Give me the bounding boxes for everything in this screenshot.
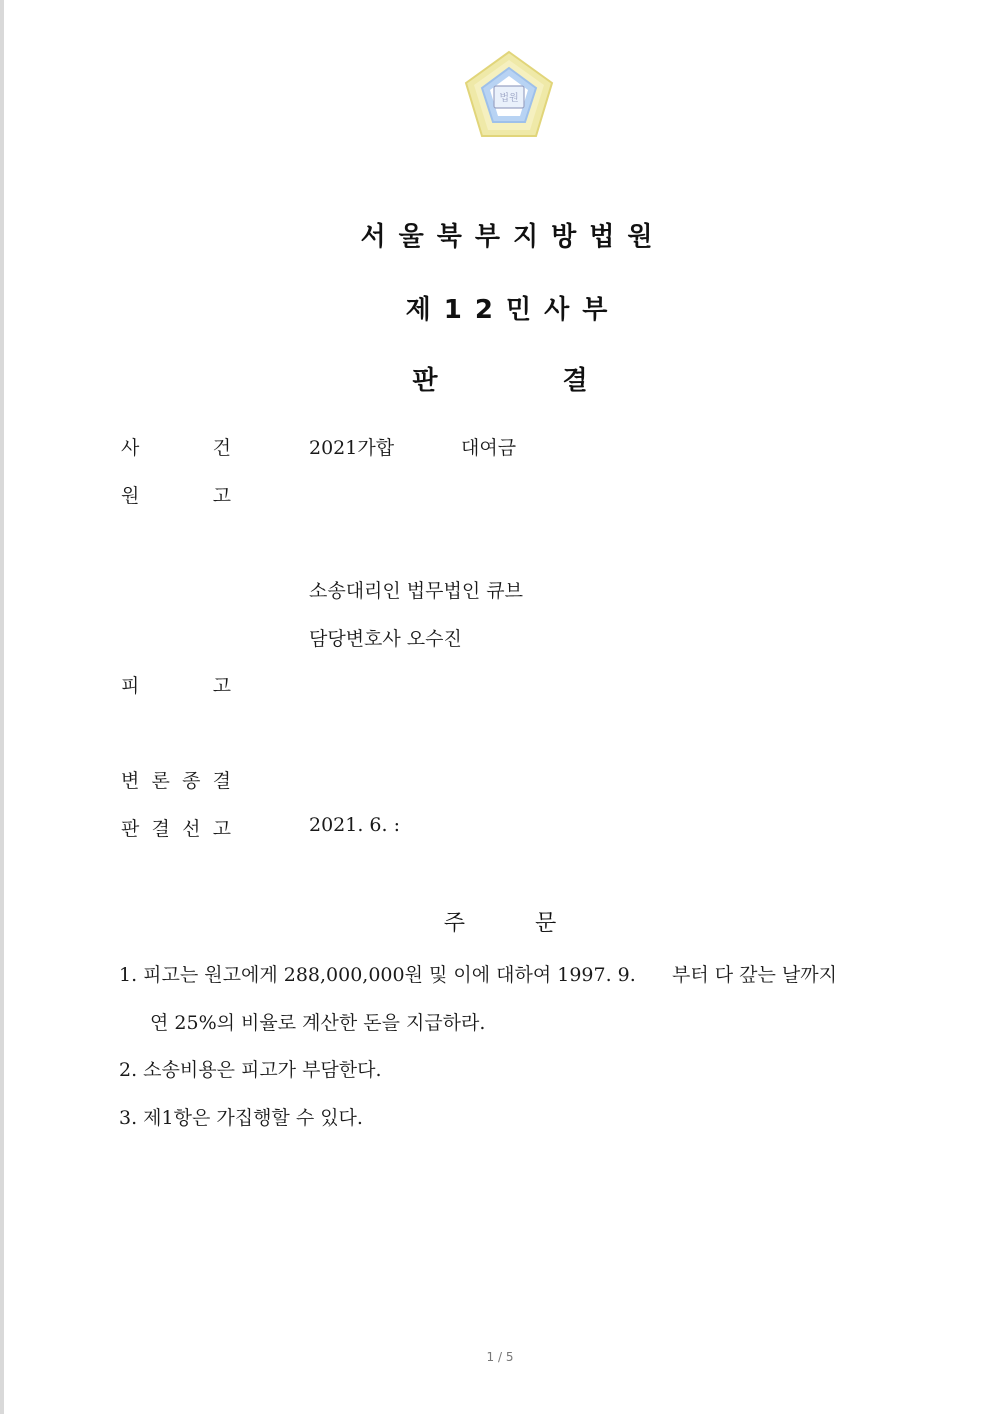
order-item-1-line-1: 1. 피고는 원고에게 288,000,000원 및 이에 대하여 1997. 9. 부터 다 갚는 날까지 bbox=[119, 964, 837, 986]
ruling-label-char: 선 bbox=[182, 818, 201, 840]
document-title-right: 결 bbox=[562, 366, 588, 396]
order-title-left: 주 bbox=[443, 911, 465, 936]
defendant-label-char: 고 bbox=[212, 675, 231, 697]
plaintiff-label-char: 원 bbox=[121, 485, 140, 507]
ruling-date: 2021. 6. : bbox=[309, 814, 401, 836]
seal-text: 법원 bbox=[499, 93, 519, 104]
order-title bbox=[0, 906, 1000, 937]
closing-label-char: 결 bbox=[212, 770, 231, 792]
case-label bbox=[121, 433, 231, 460]
page-number: 1 / 5 bbox=[486, 1350, 514, 1364]
closing-label-char: 종 bbox=[182, 770, 201, 792]
plaintiff-label bbox=[121, 481, 231, 508]
document-title bbox=[0, 360, 1000, 397]
page-edge bbox=[0, 0, 4, 1414]
closing-label-char: 변 bbox=[121, 770, 140, 792]
defendant-label-char: 피 bbox=[121, 675, 140, 697]
ruling-label-char: 결 bbox=[151, 818, 170, 840]
closing-of-argument-label bbox=[121, 766, 231, 793]
case-name: 대여금 bbox=[461, 437, 517, 459]
plaintiff-agent: 소송대리인 법무법인 큐브 bbox=[309, 580, 523, 602]
order-title-right: 문 bbox=[535, 911, 557, 936]
order-item-1-line-2: 연 25%의 비율로 계산한 돈을 지급하라. bbox=[150, 1012, 486, 1034]
case-label-char: 건 bbox=[212, 437, 231, 459]
closing-label-char: 론 bbox=[151, 770, 170, 792]
plaintiff-label-char: 고 bbox=[212, 485, 231, 507]
order-item-2: 2. 소송비용은 피고가 부담한다. bbox=[119, 1059, 382, 1081]
ruling-label-char: 고 bbox=[212, 818, 231, 840]
defendant-label bbox=[121, 671, 231, 698]
case-label-char: 사 bbox=[121, 437, 140, 459]
plaintiff-attorney: 담당변호사 오수진 bbox=[309, 628, 462, 650]
court-emblem-seal bbox=[462, 50, 556, 138]
division-name: 제12민사부 bbox=[405, 295, 621, 325]
ruling-label-char: 판 bbox=[121, 818, 140, 840]
document-title-left: 판 bbox=[412, 366, 438, 396]
court-name: 서울북부지방법원 bbox=[360, 222, 666, 252]
ruling-date-label bbox=[121, 814, 231, 841]
order-item-3: 3. 제1항은 가집행할 수 있다. bbox=[119, 1107, 363, 1129]
case-number: 2021가합 bbox=[309, 437, 395, 459]
